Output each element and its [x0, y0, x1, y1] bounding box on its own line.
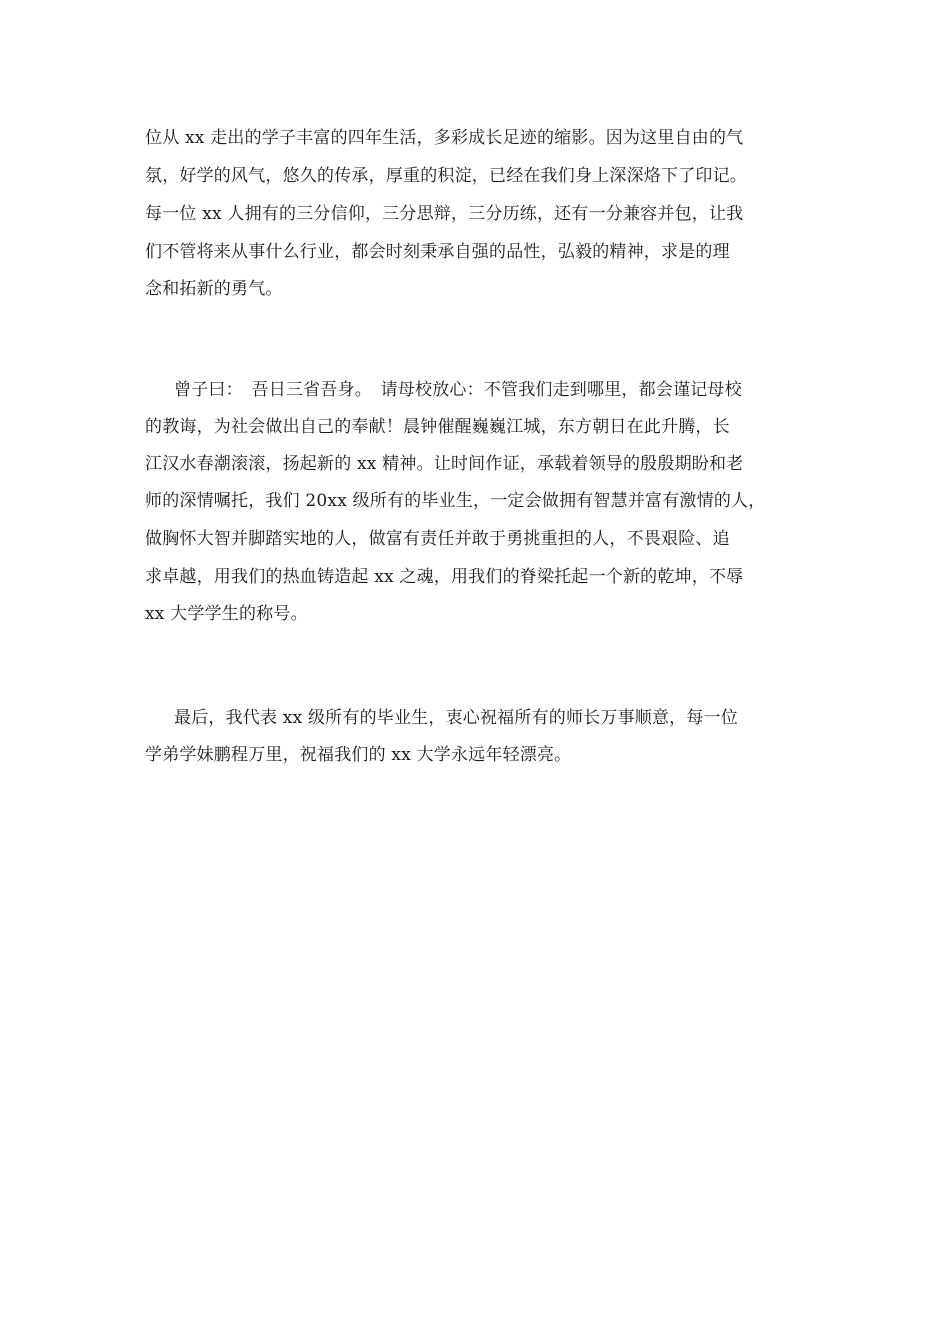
paragraph-line: 的教诲，为社会做出自己的奉献！晨钟催醒巍巍江城，东方朝日在此升腾，长 [145, 417, 730, 437]
paragraph-line: 做胸怀大智并脚踏实地的人，做富有责任并敢于勇挑重担的人，不畏艰险、追 [145, 529, 730, 549]
paragraph-line: 每一位 xx 人拥有的三分信仰，三分思辩，三分历练，还有一分兼容并包，让我 [145, 204, 744, 224]
paragraph-line: 氛，好学的风气，悠久的传承，厚重的积淀，已经在我们身上深深烙下了印记。 [145, 166, 747, 186]
paragraph-line: 学弟学妹鹏程万里，祝福我们的 xx 大学永远年轻漂亮。 [145, 745, 572, 765]
paragraph-line: 念和拓新的勇气。 [145, 279, 283, 299]
paragraph-line: 江汉水春潮滚滚，扬起新的 xx 精神。让时间作证，承载着领导的殷殷期盼和老 [145, 454, 744, 474]
paragraph-line: 们不管将来从事什么行业，都会时刻秉承自强的品性，弘毅的精神，求是的理 [145, 242, 730, 262]
paragraph-line: 师的深情嘱托，我们 20xx 级所有的毕业生，一定会做拥有智慧并富有激情的人， [145, 491, 766, 511]
paragraph-line: 最后，我代表 xx 级所有的毕业生，衷心祝福所有的师长万事顺意，每一位 [174, 708, 738, 728]
paragraph-line: 求卓越，用我们的热血铸造起 xx 之魂，用我们的脊梁托起一个新的乾坤，不辱 [145, 567, 744, 587]
paragraph-line: 曾子曰： 吾日三省吾身。 请母校放心：不管我们走到哪里，都会谨记母校 [174, 380, 742, 400]
paragraph-line: 位从 xx 走出的学子丰富的四年生活，多彩成长足迹的缩影。因为这里自由的气 [145, 128, 744, 148]
paragraph-line: xx 大学学生的称号。 [145, 604, 308, 624]
